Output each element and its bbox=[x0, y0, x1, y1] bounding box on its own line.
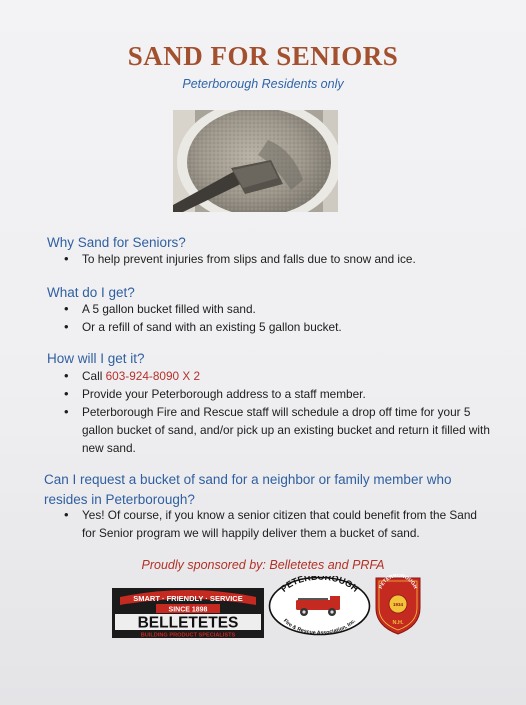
section-heading-neighbor: Can I request a bucket of sand for a neighbor or family member who resides in Peterborough? bbox=[44, 472, 452, 507]
subtitle: Peterborough Residents only bbox=[182, 77, 344, 91]
neighbor-list bbox=[64, 506, 494, 542]
sponsor-line: Proudly sponsored by: Belletetes and PRFA bbox=[141, 558, 385, 572]
how-list bbox=[64, 367, 494, 457]
sand-bucket-photo bbox=[173, 110, 338, 212]
badge-state: N.H. bbox=[392, 620, 404, 626]
belletetes-since: SINCE 1898 bbox=[168, 606, 208, 614]
why-list bbox=[64, 250, 494, 268]
section-heading-how: How will I get it? bbox=[47, 351, 145, 366]
belletetes-tagline: BUILDING PRODUCT SPECIALISTS bbox=[140, 632, 236, 639]
prfa-top-text: PETERBOROUGH bbox=[278, 576, 361, 594]
call-label: Call bbox=[82, 369, 103, 383]
prfa-bottom-text: Fire & Rescue Association, Inc. bbox=[281, 618, 358, 636]
badge-year: 1934 bbox=[392, 602, 404, 607]
list-item: • Or a refill of sand with an existing 5 gallon bucket. bbox=[64, 318, 494, 336]
belletetes-logo bbox=[112, 585, 264, 641]
fire-department-badge bbox=[374, 574, 422, 636]
list-item: • To help prevent injuries from slips and falls due to snow and ice. bbox=[64, 250, 494, 268]
belletetes-name: BELLETETES bbox=[137, 614, 239, 632]
list-item: • Provide your Peterborough address to a staff member. bbox=[64, 385, 494, 403]
call-item bbox=[64, 367, 494, 385]
list-item: • Peterborough Fire and Rescue staff will schedule a drop off time for your 5 gallon bucket of sand, and/or pick up an existing bucket and return it filled with new sand. bbox=[64, 403, 494, 457]
section-heading-what: What do I get? bbox=[47, 285, 135, 300]
what-list bbox=[64, 300, 494, 336]
phone-number[interactable]: 603-924-8090 X 2 bbox=[105, 369, 201, 383]
section-heading-why: Why Sand for Seniors? bbox=[47, 235, 186, 250]
badge-top-text: PETERBOROUGH bbox=[378, 574, 418, 590]
page-title: SAND FOR SENIORS bbox=[127, 41, 399, 71]
prfa-logo bbox=[268, 576, 371, 636]
list-item: • Yes! Of course, if you know a senior citizen that could benefit from the Sand for Senior program we will happily deliver them a bucket of sand. bbox=[64, 506, 494, 542]
list-item: • A 5 gallon bucket filled with sand. bbox=[64, 300, 494, 318]
belletetes-top-text: SMART · FRIENDLY · SERVICE bbox=[133, 594, 243, 603]
